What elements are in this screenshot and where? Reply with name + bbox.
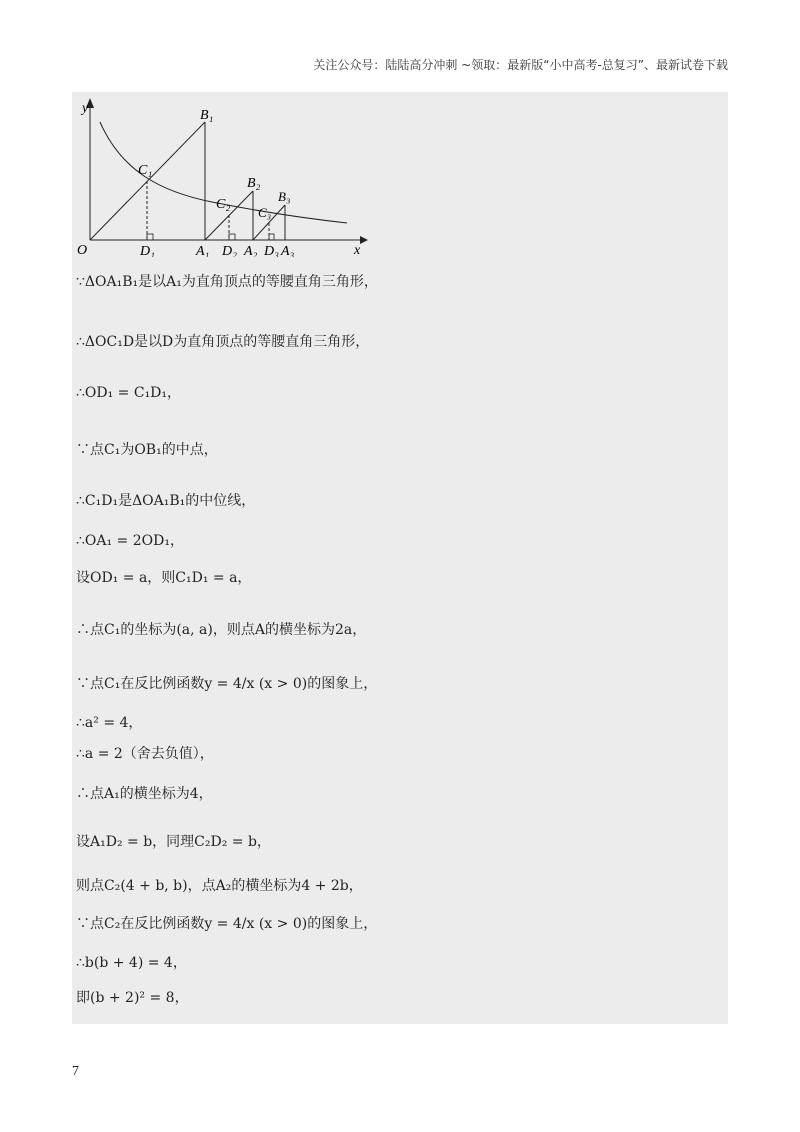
label-D1: D₁: [140, 244, 155, 257]
geometry-figure: [72, 92, 372, 257]
label-y: y: [82, 101, 89, 116]
solution-line: ∵点C₂在反比例函数y = 4/x (x > 0)的图象上，: [76, 916, 378, 932]
solution-line: ∵点C₁为OB₁的中点，: [76, 442, 218, 458]
solution-line: ∴OA₁ = 2OD₁，: [76, 533, 184, 549]
solution-line: ∵ΔOA₁B₁是以A₁为直角顶点的等腰直角三角形，: [76, 274, 378, 290]
solution-line: ∵点C₁在反比例函数y = 4/x (x > 0)的图象上，: [76, 676, 378, 692]
label-C3: C₃: [258, 205, 272, 220]
solution-line: ∴OD₁ = C₁D₁，: [76, 385, 182, 401]
right-angle-D1: [147, 234, 153, 240]
label-O: O: [77, 243, 88, 257]
page-header: 关注公众号：陆陆高分冲刺 ~领取：最新版“小中高考-总复习”、最新试卷下载: [313, 58, 728, 72]
label-D2: D₂: [222, 244, 237, 257]
solution-line: ∴C₁D₁是ΔOA₁B₁的中位线，: [76, 493, 256, 509]
label-A3: A₃: [281, 244, 295, 257]
label-B1: B₁: [200, 108, 214, 123]
page-number: 7: [72, 1064, 79, 1079]
right-angle-D3: [269, 234, 274, 240]
solution-line: 设OD₁ = a，则C₁D₁ = a，: [76, 570, 252, 586]
solution-line: ∴点A₁的横坐标为4，: [76, 786, 213, 802]
label-A2: A₂: [244, 244, 258, 257]
right-angle-D2: [229, 234, 235, 240]
solution-line: ∴b(b + 4) = 4，: [76, 955, 187, 971]
label-B3: B₃: [278, 189, 291, 204]
label-C1: C₁: [138, 163, 153, 178]
solution-line: ∴a = 2（舍去负值），: [76, 746, 214, 762]
x-axis-arrow: [360, 236, 368, 244]
label-C2: C₂: [216, 197, 231, 212]
content-area: [72, 92, 728, 1024]
solution-line: 设A₁D₂ = b，同理C₂D₂ = b，: [76, 834, 271, 850]
label-A1: A₁: [196, 244, 210, 257]
solution-line: 则点C₂(4 + b, b)，点A₂的横坐标为4 + 2b，: [76, 878, 363, 894]
label-D3: D₃: [264, 244, 279, 257]
label-B2: B₂: [247, 176, 261, 191]
solution-line: ∴ΔOC₁D是以D为直角顶点的等腰直角三角形，: [76, 334, 370, 350]
solution-line: ∴点C₁的坐标为(a, a)，则点A的横坐标为2a，: [76, 622, 367, 638]
label-x: x: [354, 243, 361, 257]
solution-line: 即(b + 2)² = 8，: [76, 990, 189, 1006]
solution-line: ∴a² = 4，: [76, 715, 143, 731]
